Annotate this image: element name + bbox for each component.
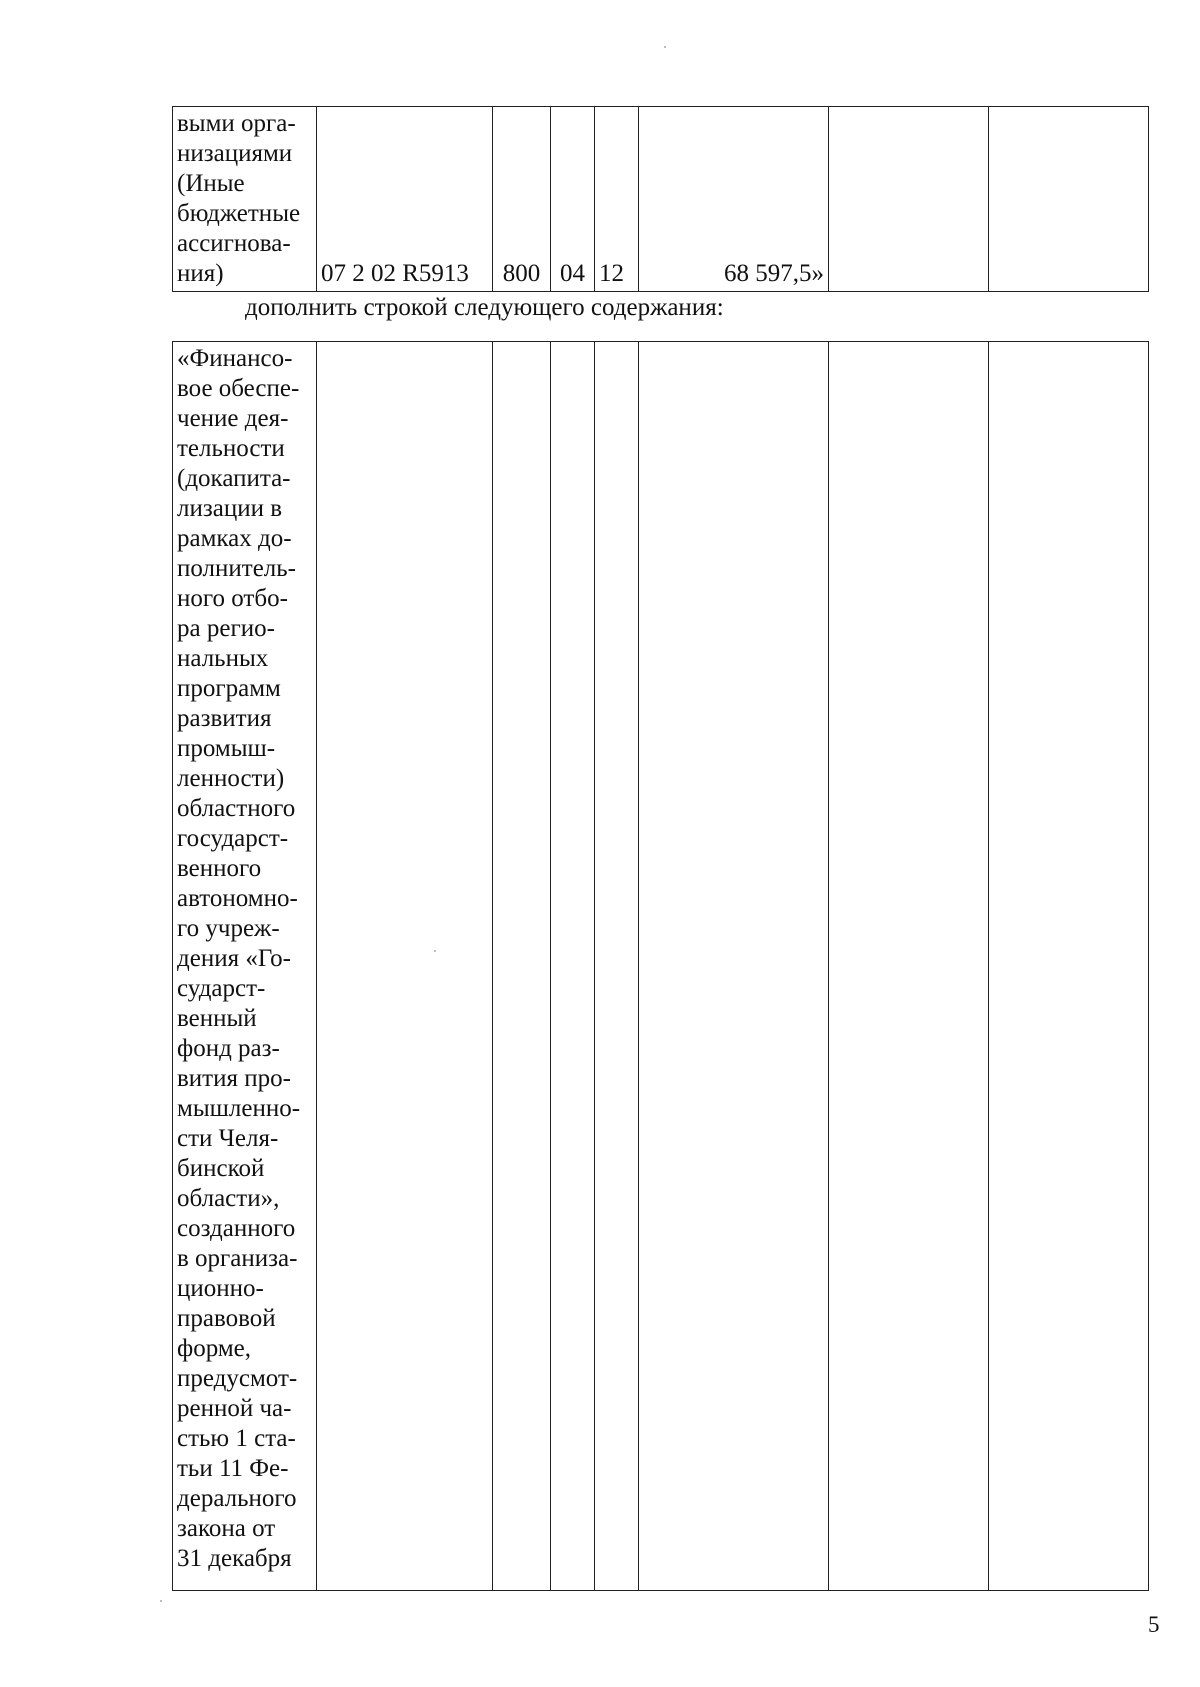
budget-table-new-row xyxy=(172,341,1149,1591)
row-name-cell: «Финансо- вое обеспе- чение дея- тельности (докапита- лизации в рамках до- полнитель- ного отбо- ра регио- нальных программ развития промыш- ленности) областного государст- венного автономно- го учреж- дения «Го- сударст- венный фонд раз- вития про- мышленно- сти Челя- бинской области», созданного в организа- ционно- правовой форме, предусмот- ренной ча- стью 1 ста- тьи 11 Фе- дерального закона от 31 декабря xyxy=(173,342,317,1591)
target-article-code-cell xyxy=(317,342,493,1591)
amount-cell xyxy=(639,342,829,1591)
row-name-cell: выми орга- низациями (Иные бюджетные ассигнова- ния) xyxy=(173,107,317,292)
target-article-code-cell: 07 2 02 R5913 xyxy=(317,107,493,292)
scan-speck xyxy=(434,950,436,952)
column-8-cell xyxy=(989,107,1149,292)
column-8-cell xyxy=(989,342,1149,1591)
section-cell xyxy=(551,342,595,1591)
amount-cell: 68 597,5» xyxy=(639,107,829,292)
table-row xyxy=(173,342,1149,1591)
scan-speck xyxy=(160,1600,162,1602)
expense-type-cell: 800 xyxy=(493,107,551,292)
column-7-cell xyxy=(829,107,989,292)
scan-speck xyxy=(664,46,666,48)
column-7-cell xyxy=(829,342,989,1591)
expense-type-cell xyxy=(493,342,551,1591)
table-row xyxy=(173,107,1149,292)
page-number: 5 xyxy=(1148,1612,1160,1637)
subsection-cell xyxy=(595,342,639,1591)
instruction-text: дополнить строкой следующего содержания: xyxy=(245,294,724,321)
subsection-cell: 12 xyxy=(595,107,639,292)
budget-table-continued xyxy=(172,106,1149,292)
section-cell: 04 xyxy=(551,107,595,292)
